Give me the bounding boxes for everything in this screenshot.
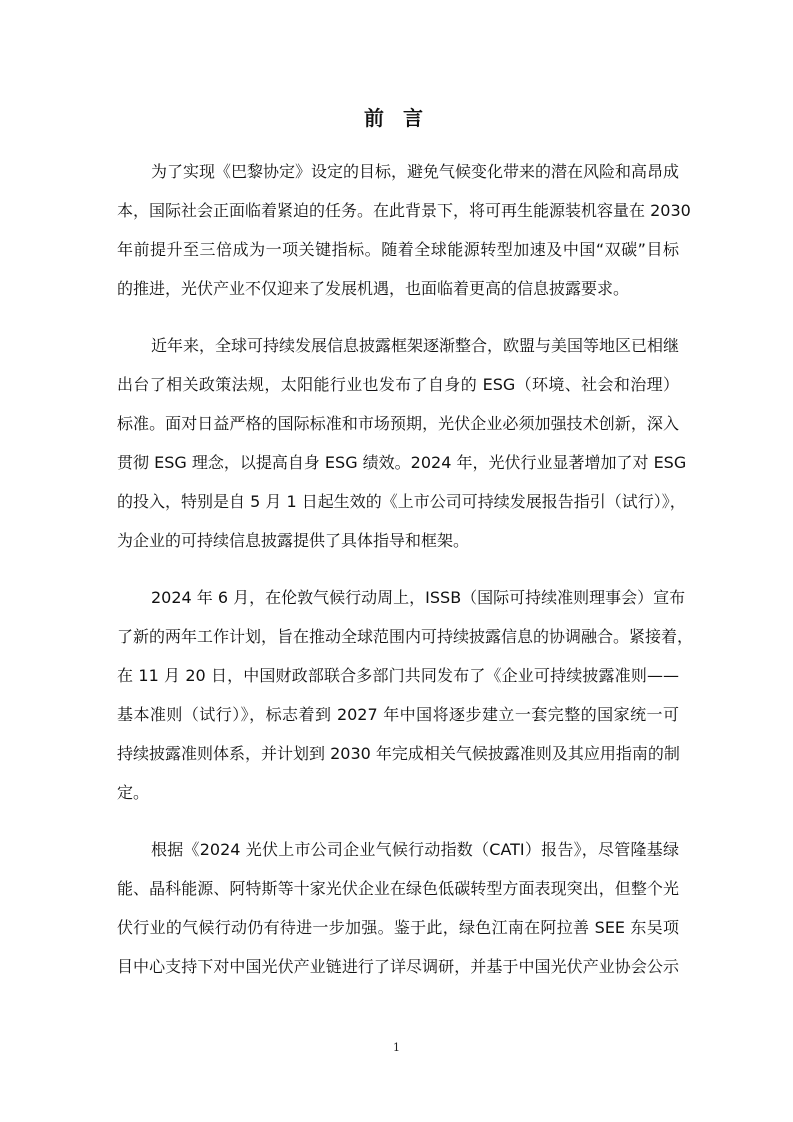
paragraph-4: [117, 830, 679, 986]
text-line: 本，国际社会正面临着紧迫的任务。在此背景下，将可再生能源装机容量在 2030: [117, 201, 691, 220]
text-line: 为了实现《巴黎协定》设定的目标，避免气候变化带来的潜在风险和高昂成: [151, 162, 680, 181]
text-line: 根据《2024 光伏上市公司企业气候行动指数（CATI）报告》，尽管隆基绿: [151, 840, 679, 859]
text-line: 出台了相关政策法规，太阳能行业也发布了自身的 ESG（环境、社会和治理）: [117, 375, 679, 394]
text-line: 的推进，光伏产业不仅迎来了发展机遇，也面临着更高的信息披露要求。: [117, 279, 630, 298]
page-number: 1: [393, 1041, 400, 1054]
text-line: 能、晶科能源、阿特斯等十家光伏企业在绿色低碳转型方面表现突出，但整个光: [117, 879, 679, 898]
text-line: 定。: [117, 783, 150, 802]
text-line: 在 11 月 20 日，中国财政部联合多部门共同发布了《企业可持续披露准则——: [117, 666, 679, 685]
text-line: 持续披露准则体系，并计划到 2030 年完成相关气候披露准则及其应用指南的制: [117, 744, 680, 763]
paragraph-3: [117, 578, 694, 812]
text-line: 贯彻 ESG 理念，以提高自身 ESG 绩效。2024 年，光伏行业显著增加了对 ESG: [117, 453, 687, 472]
text-line: 标准。面对日益严格的国际标准和市场预期，光伏企业必须加强技术创新，深入: [117, 414, 679, 433]
text-line: 年前提升至三倍成为一项关键指标。随着全球能源转型加速及中国“双碳”目标: [117, 240, 679, 259]
text-line: 目中心支持下对中国光伏产业链进行了详尽调研，并基于中国光伏产业协会公示: [117, 957, 679, 976]
paragraph-1: [117, 152, 691, 308]
page-title: 前 言: [364, 106, 429, 130]
text-line: 近年来，全球可持续发展信息披露框架逐渐整合，欧盟与美国等地区已相继: [151, 336, 680, 355]
text-line: 了新的两年工作计划，旨在推动全球范围内可持续披露信息的协调融合。紧接着，: [117, 627, 694, 646]
text-line: 的投入，特别是自 5 月 1 日起生效的《上市公司可持续发展报告指引（试行）》，: [117, 492, 686, 511]
paragraph-2: [117, 326, 687, 560]
text-line: 伏行业的气候行动仍有待进一步加强。鉴于此，绿色江南在阿拉善 SEE 东吴项: [117, 918, 679, 937]
text-line: 为企业的可持续信息披露提供了具体指导和框架。: [117, 531, 470, 550]
text-line: 2024 年 6 月，在伦敦气候行动周上，ISSB（国际可持续准则理事会）宣布: [151, 588, 686, 607]
text-line: 基本准则（试行）》，标志着到 2027 年中国将逐步建立一套完整的国家统一可: [117, 705, 679, 724]
document-body: [117, 152, 694, 1004]
